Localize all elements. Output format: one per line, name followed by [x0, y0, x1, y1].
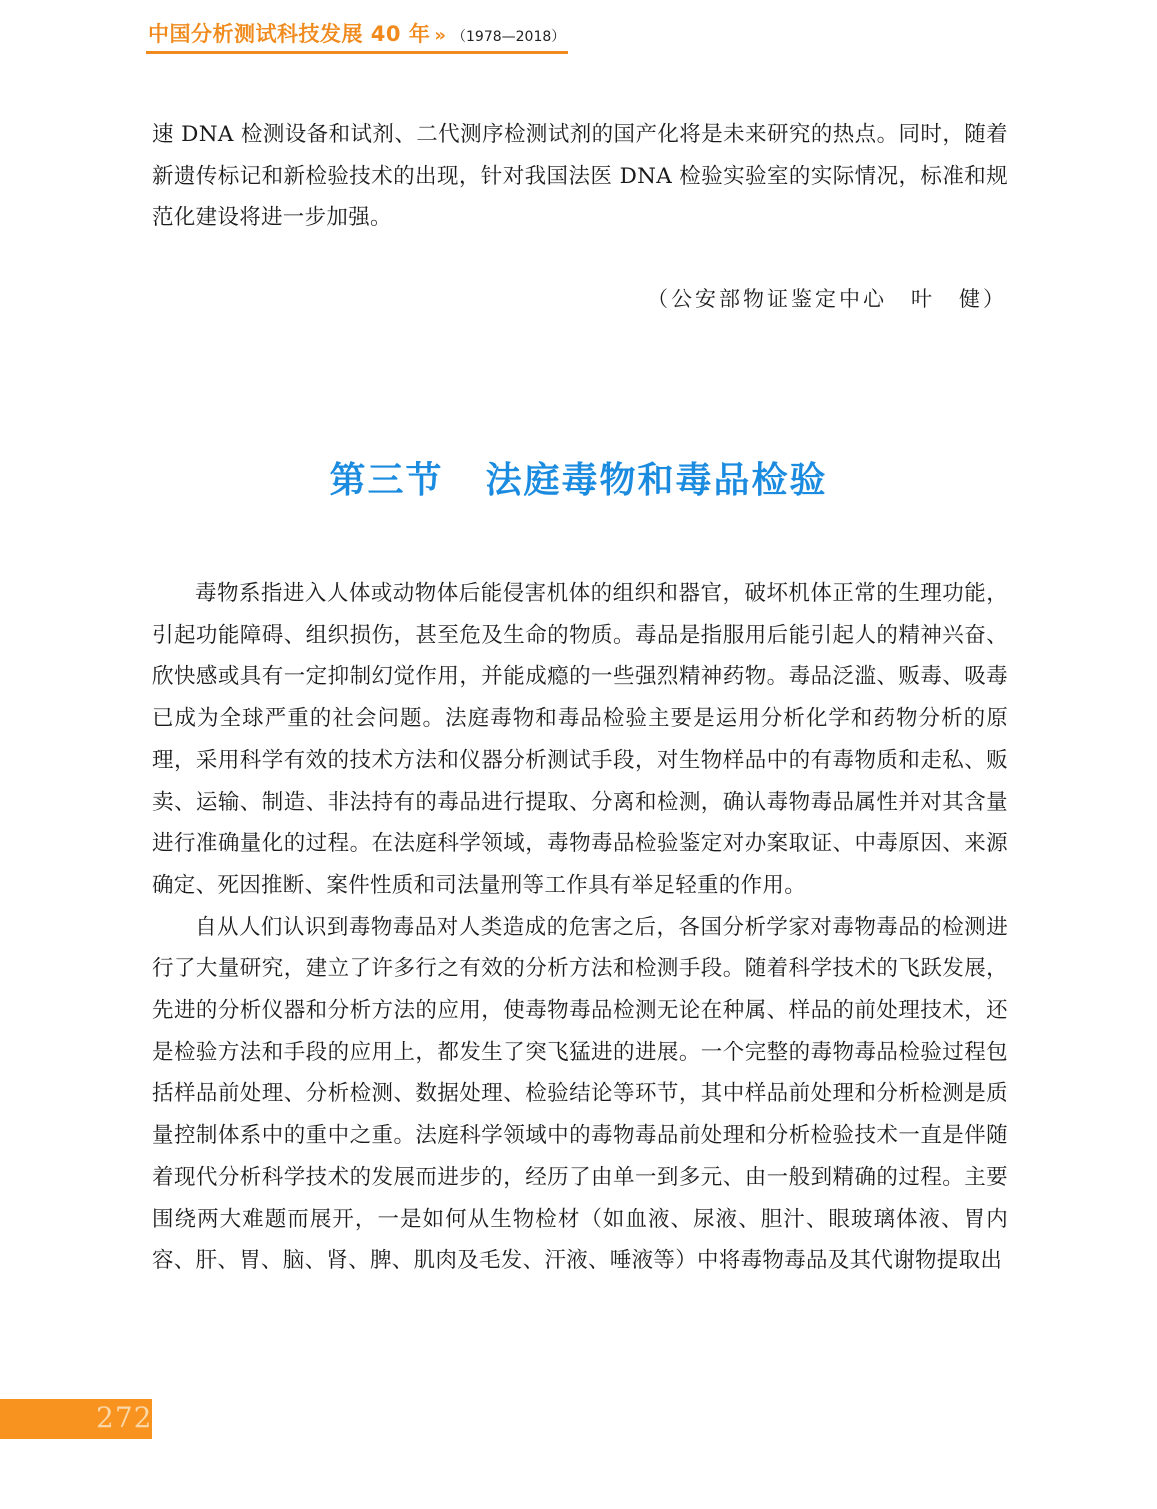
body-paragraph: 毒物系指进入人体或动物体后能侵害机体的组织和器官，破坏机体正常的生理功能，引起功能障碍、组织损伤，甚至危及生命的物质。毒品是指服用后能引起人的精神兴奋、欣快感或具有一定抑制幻觉作用，并能成瘾的一些强烈精神药物。毒品泛滥、贩毒、吸毒已成为全球严重的社会问题。法庭毒物和毒品检验主要是运用分析化学和药物分析的原理，采用科学有效的技术方法和仪器分析测试手段，对生物样品中的有毒物质和走私、贩卖、运输、制造、非法持有的毒品进行提取、分离和检测，确认毒物毒品属性并对其含量进行准确量化的过程。在法庭科学领域，毒物毒品检验鉴定对办案取证、中毒原因、来源确定、死因推断、案件性质和司法量刑等工作具有举足轻重的作用。: [152, 581, 1008, 898]
section-heading: [0, 452, 1157, 503]
continued-paragraph-text: 速 DNA 检测设备和试剂、二代测序检测试剂的国产化将是未来研究的热点。同时，随着新遗传标记和新检验技术的出现，针对我国法医 DNA 检验实验室的实际情况，标准和规范化建设将进一步加强。: [152, 122, 1008, 231]
chevron-right-icon: »: [434, 25, 446, 46]
author-attribution: （公安部物证鉴定中心 叶 健）: [647, 287, 1007, 311]
header-rule: [146, 51, 568, 54]
page-number: 272: [96, 1401, 153, 1434]
section-number: 第三节: [329, 460, 444, 501]
section-title: 法庭毒物和毒品检验: [485, 460, 828, 501]
running-header: [148, 18, 565, 52]
book-years: （1978—2018）: [452, 29, 566, 45]
book-title: 中国分析测试科技发展 40 年: [148, 22, 431, 46]
continued-paragraph: [152, 114, 1008, 239]
section-body: [152, 573, 1008, 1282]
body-paragraph: 自从人们认识到毒物毒品对人类造成的危害之后，各国分析学家对毒物毒品的检测进行了大量研究，建立了许多行之有效的分析方法和检测手段。随着科学技术的飞跃发展，先进的分析仪器和分析方法的应用，使毒物毒品检测无论在种属、样品的前处理技术，还是检验方法和手段的应用上，都发生了突飞猛进的进展。一个完整的毒物毒品检验过程包括样品前处理、分析检测、数据处理、检验结论等环节，其中样品前处理和分析检测是质量控制体系中的重中之重。法庭科学领域中的毒物毒品前处理和分析检验技术一直是伴随着现代分析科学技术的发展而进步的，经历了由单一到多元、由一般到精确的过程。主要围绕两大难题而展开，一是如何从生物检材（如血液、尿液、胆汁、眼玻璃体液、胃内容、肝、胃、脑、肾、脾、肌肉及毛发、汗液、唾液等）中将毒物毒品及其代谢物提取出: [152, 914, 1008, 1274]
